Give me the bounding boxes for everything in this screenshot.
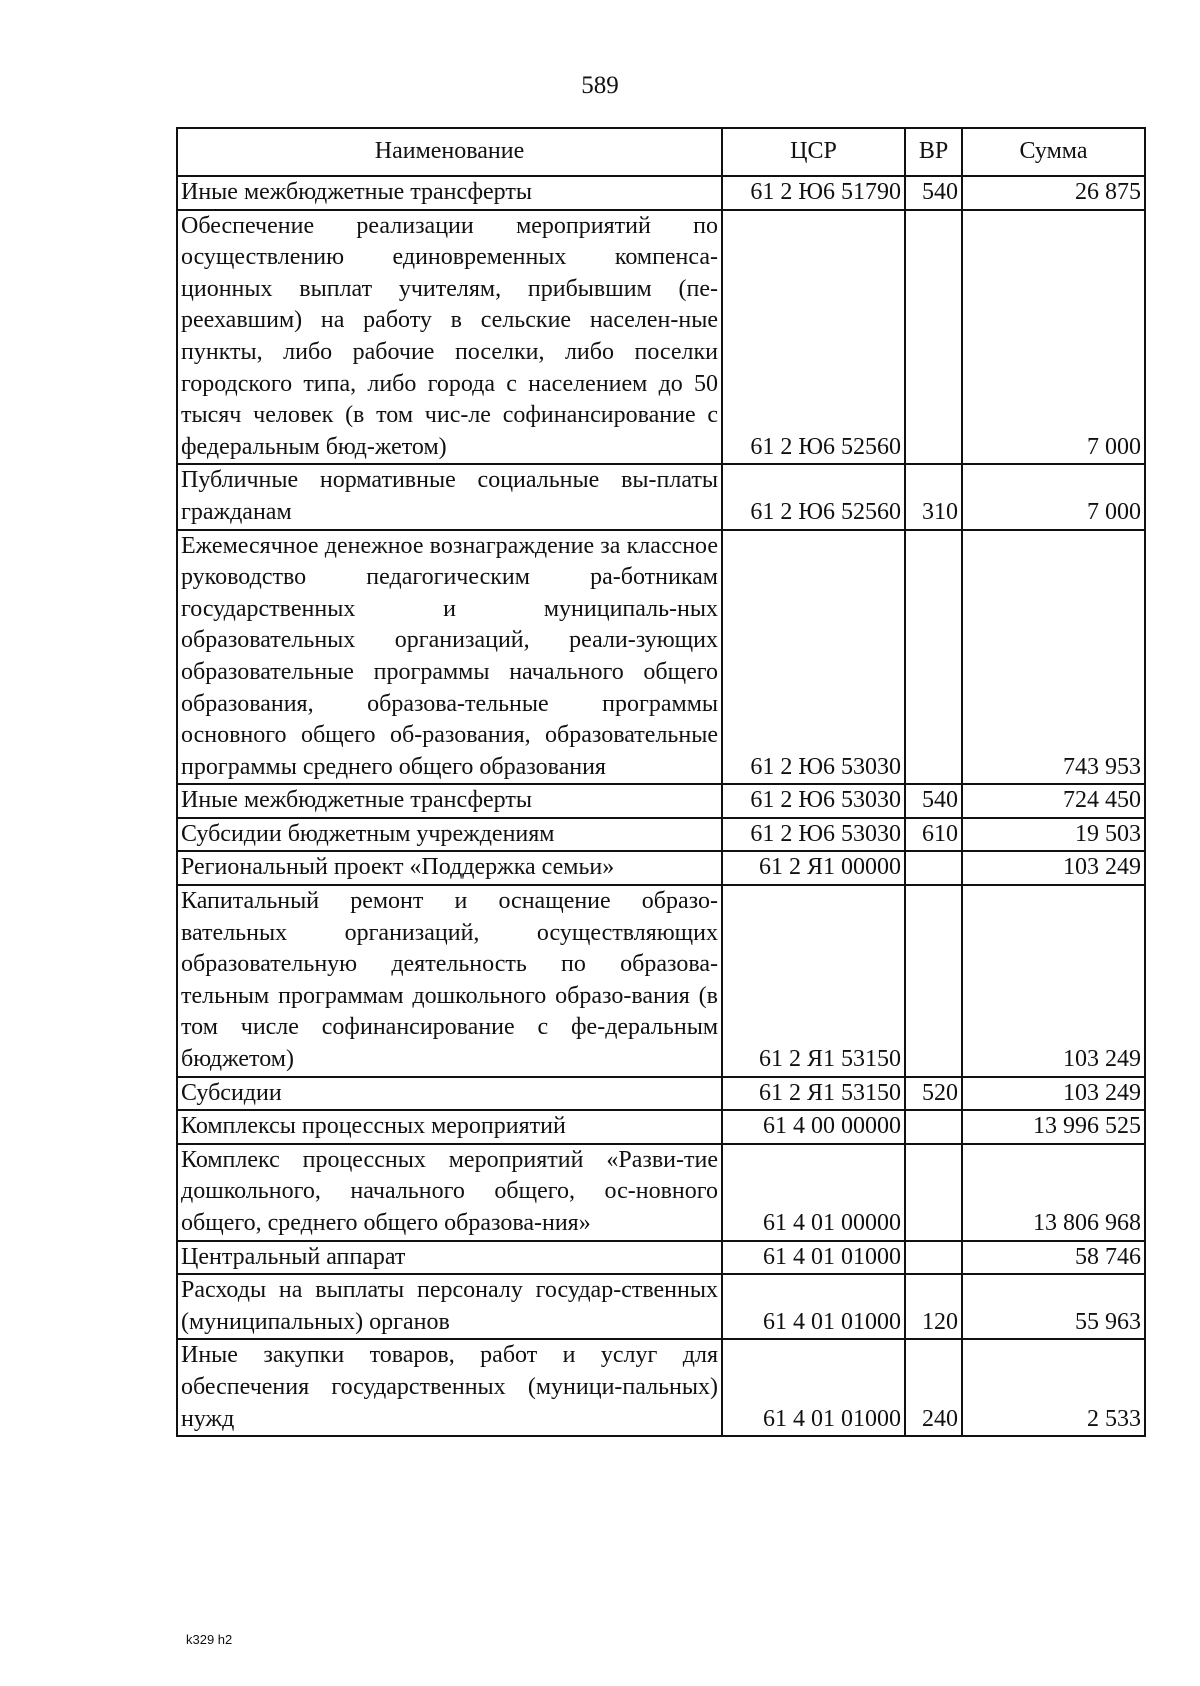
table-row bbox=[177, 1110, 1145, 1144]
cell-sum: 13 996 525 bbox=[962, 1110, 1145, 1144]
cell-vr bbox=[905, 885, 962, 1077]
table-row bbox=[177, 784, 1145, 818]
cell-name: Расходы на выплаты персоналу государ-ственных (муниципальных) органов bbox=[177, 1274, 722, 1339]
cell-sum: 743 953 bbox=[962, 530, 1145, 785]
cell-csr: 61 2 Ю6 51790 bbox=[722, 176, 905, 210]
table-row bbox=[177, 1339, 1145, 1436]
cell-vr: 540 bbox=[905, 784, 962, 818]
cell-vr bbox=[905, 1144, 962, 1241]
cell-name: Ежемесячное денежное вознаграждение за классное руководство педагогическим ра-ботникам государственных и муниципаль-ных образовательных организаций, реали-зующих образовательные программы начального общего образования, образова-тельные программы основного общего об-разования, образовательные программы среднего общего образования bbox=[177, 530, 722, 785]
cell-sum: 103 249 bbox=[962, 1077, 1145, 1111]
cell-name: Субсидии бюджетным учреждениям bbox=[177, 818, 722, 852]
table-row bbox=[177, 1274, 1145, 1339]
cell-name: Комплекс процессных мероприятий «Разви-тие дошкольного, начального общего, ос-новного общего, среднего общего образова-ния» bbox=[177, 1144, 722, 1241]
cell-vr bbox=[905, 530, 962, 785]
cell-csr: 61 2 Я1 53150 bbox=[722, 1077, 905, 1111]
cell-vr bbox=[905, 1110, 962, 1144]
cell-name: Центральный аппарат bbox=[177, 1241, 722, 1275]
table-row bbox=[177, 818, 1145, 852]
cell-sum: 55 963 bbox=[962, 1274, 1145, 1339]
table-body bbox=[177, 176, 1145, 1436]
cell-name: Обеспечение реализации мероприятий по осуществлению единовременных компенса-ционных выплат учителям, прибывшим (пе-реехавшим) на работу в сельские населен-ные пункты, либо рабочие поселки, либо поселки городского типа, либо города с населением до 50 тысяч человек (в том чис-ле софинансирование с федеральным бюд-жетом) bbox=[177, 210, 722, 465]
cell-vr: 610 bbox=[905, 818, 962, 852]
budget-table bbox=[176, 127, 1146, 1437]
cell-sum: 103 249 bbox=[962, 885, 1145, 1077]
header-name: Наименование bbox=[177, 128, 722, 176]
cell-sum: 7 000 bbox=[962, 464, 1145, 529]
header-vr: ВР bbox=[905, 128, 962, 176]
table-row bbox=[177, 1241, 1145, 1275]
cell-vr bbox=[905, 210, 962, 465]
header-csr: ЦСР bbox=[722, 128, 905, 176]
cell-vr: 540 bbox=[905, 176, 962, 210]
cell-name: Комплексы процессных мероприятий bbox=[177, 1110, 722, 1144]
cell-csr: 61 4 01 01000 bbox=[722, 1274, 905, 1339]
cell-csr: 61 2 Я1 53150 bbox=[722, 885, 905, 1077]
header-sum: Сумма bbox=[962, 128, 1145, 176]
table-row bbox=[177, 851, 1145, 885]
cell-name: Иные межбюджетные трансферты bbox=[177, 784, 722, 818]
cell-sum: 13 806 968 bbox=[962, 1144, 1145, 1241]
cell-csr: 61 2 Ю6 53030 bbox=[722, 784, 905, 818]
table-row bbox=[177, 1077, 1145, 1111]
cell-name: Иные закупки товаров, работ и услуг для обеспечения государственных (муници-пальных) нужд bbox=[177, 1339, 722, 1436]
cell-sum: 58 746 bbox=[962, 1241, 1145, 1275]
cell-vr bbox=[905, 851, 962, 885]
cell-vr: 310 bbox=[905, 464, 962, 529]
cell-vr: 520 bbox=[905, 1077, 962, 1111]
cell-name: Региональный проект «Поддержка семьи» bbox=[177, 851, 722, 885]
cell-sum: 19 503 bbox=[962, 818, 1145, 852]
cell-vr: 240 bbox=[905, 1339, 962, 1436]
table-row bbox=[177, 176, 1145, 210]
cell-csr: 61 2 Ю6 52560 bbox=[722, 464, 905, 529]
table-row bbox=[177, 464, 1145, 529]
cell-csr: 61 2 Ю6 52560 bbox=[722, 210, 905, 465]
cell-sum: 26 875 bbox=[962, 176, 1145, 210]
cell-name: Субсидии bbox=[177, 1077, 722, 1111]
cell-csr: 61 4 01 00000 bbox=[722, 1144, 905, 1241]
cell-sum: 2 533 bbox=[962, 1339, 1145, 1436]
cell-name: Капитальный ремонт и оснащение образо-вательных организаций, осуществляющих образовательную деятельность по образова-тельным программам дошкольного образо-вания (в том числе софинансирование с фе-деральным бюджетом) bbox=[177, 885, 722, 1077]
cell-csr: 61 4 01 01000 bbox=[722, 1241, 905, 1275]
cell-name: Иные межбюджетные трансферты bbox=[177, 176, 722, 210]
table-row bbox=[177, 210, 1145, 465]
table-row bbox=[177, 885, 1145, 1077]
page-number: 589 bbox=[581, 72, 619, 99]
footer-code: k329 h2 bbox=[186, 1632, 233, 1647]
cell-csr: 61 2 Ю6 53030 bbox=[722, 530, 905, 785]
cell-sum: 7 000 bbox=[962, 210, 1145, 465]
cell-name: Публичные нормативные социальные вы-платы гражданам bbox=[177, 464, 722, 529]
cell-csr: 61 2 Ю6 53030 bbox=[722, 818, 905, 852]
cell-csr: 61 2 Я1 00000 bbox=[722, 851, 905, 885]
cell-sum: 103 249 bbox=[962, 851, 1145, 885]
cell-vr: 120 bbox=[905, 1274, 962, 1339]
table-row bbox=[177, 530, 1145, 785]
cell-sum: 724 450 bbox=[962, 784, 1145, 818]
cell-csr: 61 4 01 01000 bbox=[722, 1339, 905, 1436]
table-header-row bbox=[177, 128, 1145, 176]
table-row bbox=[177, 1144, 1145, 1241]
cell-vr bbox=[905, 1241, 962, 1275]
cell-csr: 61 4 00 00000 bbox=[722, 1110, 905, 1144]
